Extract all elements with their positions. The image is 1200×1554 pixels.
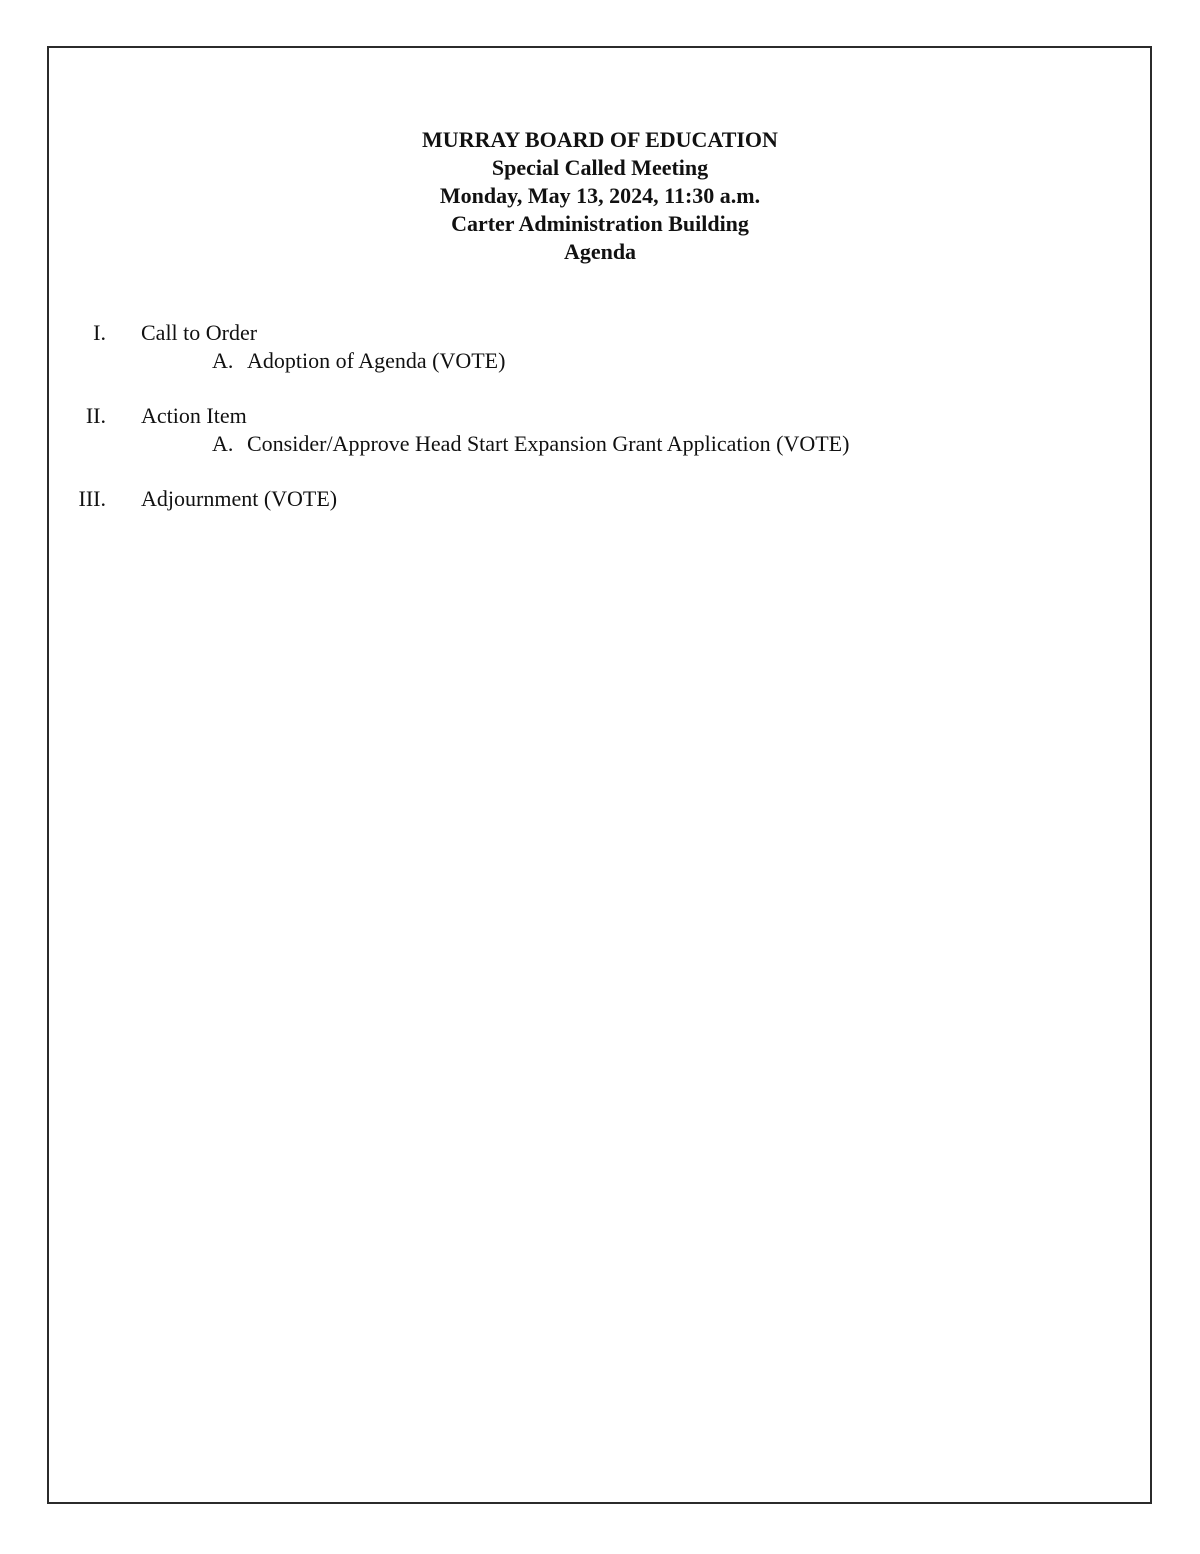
document-title: Agenda [563,239,637,264]
meeting-datetime: Monday, May 13, 2024, 11:30 a.m. [439,183,761,208]
meeting-location: Carter Administration Building [451,211,749,236]
agenda-numeral-3: III. [78,486,106,511]
agenda-subitem-letter: A. [212,431,234,456]
agenda-item-adjournment: Adjournment (VOTE) [141,486,338,511]
agenda-item-call-to-order: Call to Order [141,320,258,345]
organization-name: MURRAY BOARD OF EDUCATION [422,127,778,152]
agenda-numeral-1: I. [93,320,106,345]
agenda-numeral-2: II. [85,403,106,428]
meeting-type: Special Called Meeting [491,155,709,180]
document-header [0,126,1200,266]
agenda-item-action-item: Action Item [141,403,247,428]
agenda-subitem-head-start-grant: Consider/Approve Head Start Expansion Grant Application (VOTE) [247,431,850,456]
agenda-subitem-letter: A. [212,348,234,373]
agenda-subitem-adoption-of-agenda: Adoption of Agenda (VOTE) [247,348,506,373]
